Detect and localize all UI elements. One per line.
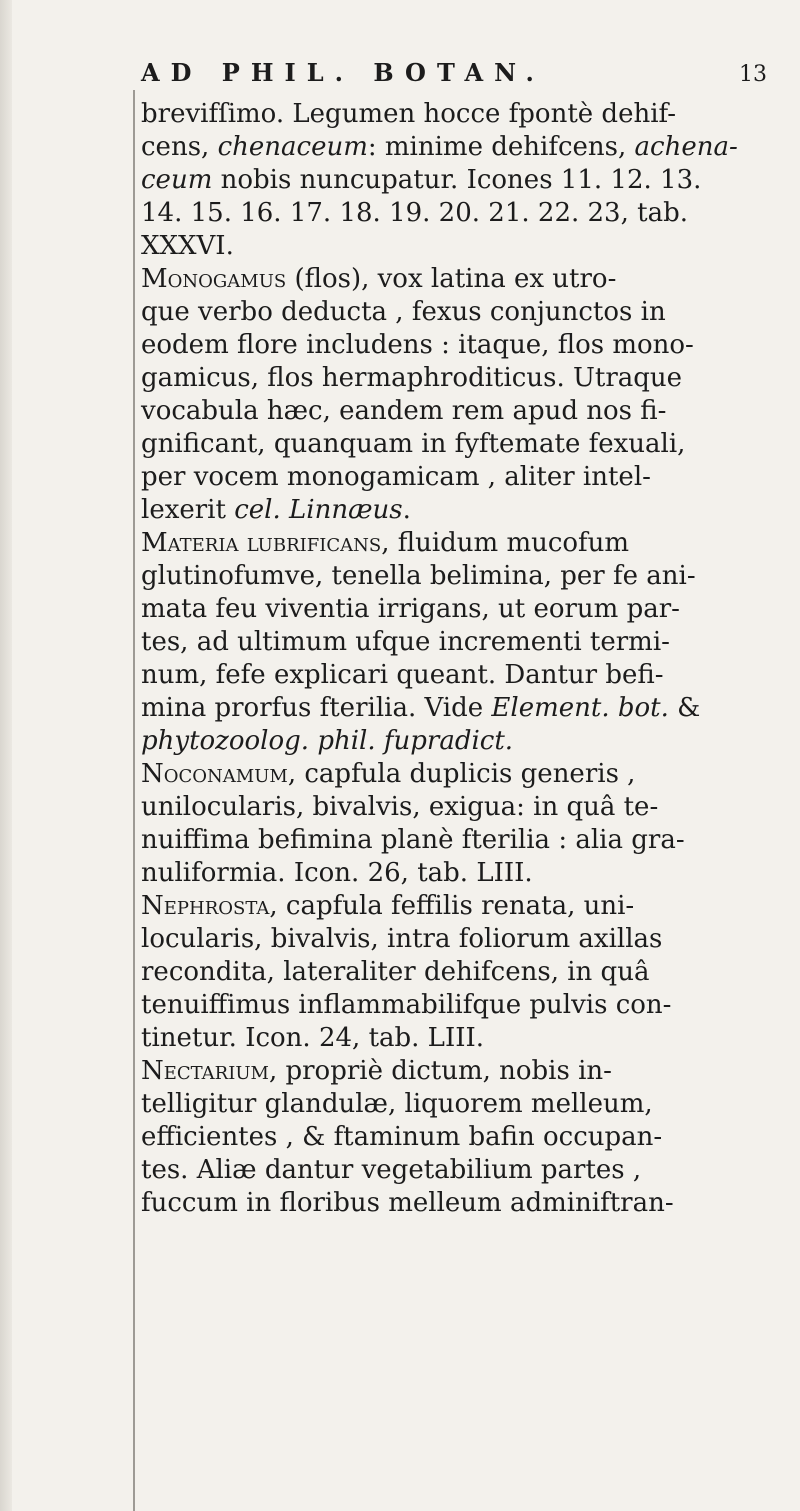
text-line xyxy=(141,197,781,230)
line-text: gnificant, quanquam in fyftemate fexuali, xyxy=(141,429,686,459)
text-line xyxy=(141,923,781,956)
line-text: : minime dehifcens, xyxy=(367,132,635,162)
text-line xyxy=(141,131,781,164)
text-line xyxy=(141,1022,781,1055)
binding-edge xyxy=(133,90,135,1511)
line-text: locularis, bivalvis, intra foliorum axillas xyxy=(141,924,663,954)
book-page xyxy=(141,58,781,1220)
line-text: , capfula feffilis renata, uni- xyxy=(269,891,635,921)
text-line xyxy=(141,428,781,461)
italic-text: chenaceum xyxy=(217,132,368,162)
line-text: tenuiffimus inflammabilifque pulvis con- xyxy=(141,990,672,1020)
line-text: mata feu viventia irrigans, ut eorum par- xyxy=(141,594,680,624)
line-text: & xyxy=(668,693,701,723)
entry-headword: Nectarium xyxy=(141,1056,269,1086)
text-line xyxy=(141,989,781,1022)
text-line xyxy=(141,560,781,593)
page-number: 13 xyxy=(739,62,767,87)
line-text: que verbo deducta , fexus conjunctos in xyxy=(141,297,666,327)
line-text: efficientes , & ftaminum bafin occupan- xyxy=(141,1122,663,1152)
entry-headword: Noconamum xyxy=(141,759,288,789)
entry-headword: Nephrosta xyxy=(141,891,270,921)
text-line xyxy=(141,1154,781,1187)
line-text: , fluidum mucofum xyxy=(381,528,630,558)
line-text: eodem flore includens : itaque, flos mono- xyxy=(141,330,694,360)
entry-headword: Materia lubrificans xyxy=(141,528,382,558)
line-text: brevifſimo. Legumen hocce fpontè dehif- xyxy=(141,99,677,129)
entry-headword: Monogamus xyxy=(141,264,287,294)
text-line xyxy=(141,164,781,197)
line-text: unilocularis, bivalvis, exigua: in quâ te- xyxy=(141,792,659,822)
text-line xyxy=(141,1121,781,1154)
line-text: . xyxy=(402,495,411,525)
text-line xyxy=(141,857,781,890)
text-line xyxy=(141,824,781,857)
line-text: fuccum in floribus melleum adminiftran- xyxy=(141,1188,674,1218)
text-line xyxy=(141,494,781,527)
line-text: 14. 15. 16. 17. 18. 19. 20. 21. 22. 23, tab. xyxy=(141,198,688,228)
line-text: num, fefe explicari queant. Dantur befi- xyxy=(141,660,664,690)
line-text: nuiffima befimina planè fterilia : alia gra- xyxy=(141,825,685,855)
running-header xyxy=(141,58,781,98)
line-text: tinetur. Icon. 24, tab. LIII. xyxy=(141,1023,485,1053)
page-gutter-shadow xyxy=(0,0,12,1511)
line-text: telligitur glandulæ, liquorem melleum, xyxy=(141,1089,653,1119)
line-text: recondita, lateraliter dehifcens, in quâ xyxy=(141,957,650,987)
line-text: vocabula hæc, eandem rem apud nos fi- xyxy=(141,396,667,426)
text-line xyxy=(141,263,781,296)
text-line xyxy=(141,593,781,626)
text-line xyxy=(141,230,781,263)
text-line xyxy=(141,1055,781,1088)
line-text: mina prorfus fterilia. Vide xyxy=(141,693,492,723)
text-line xyxy=(141,362,781,395)
text-line xyxy=(141,329,781,362)
text-line xyxy=(141,296,781,329)
text-line xyxy=(141,890,781,923)
text-line xyxy=(141,527,781,560)
text-line xyxy=(141,626,781,659)
italic-text: phytozoolog. phil. fupradict. xyxy=(141,726,514,756)
italic-text: ceum xyxy=(141,165,213,195)
text-line xyxy=(141,791,781,824)
line-text: (flos), vox latina ex utro- xyxy=(286,264,617,294)
line-text: , propriè dictum, nobis in- xyxy=(268,1056,612,1086)
text-line xyxy=(141,1088,781,1121)
line-text: lexerit xyxy=(141,495,235,525)
text-line xyxy=(141,692,781,725)
text-line xyxy=(141,659,781,692)
italic-text: Element. bot. xyxy=(491,693,669,723)
line-text: nobis nuncupatur. Icones 11. 12. 13. xyxy=(212,165,702,195)
body-text xyxy=(141,98,781,1220)
text-line xyxy=(141,725,781,758)
text-line xyxy=(141,461,781,494)
line-text: gamicus, flos hermaphroditicus. Utraque xyxy=(141,363,683,393)
line-text: glutinofumve, tenella belimina, per fe ani- xyxy=(141,561,696,591)
running-title: AD PHIL. BOTAN. xyxy=(141,58,545,87)
text-line xyxy=(141,956,781,989)
line-text: per vocem monogamicam , aliter intel- xyxy=(141,462,651,492)
text-line xyxy=(141,98,781,131)
text-line xyxy=(141,758,781,791)
italic-text: cel. Linnæus xyxy=(234,495,403,525)
italic-text: achena- xyxy=(634,132,738,162)
line-text: XXXVI. xyxy=(141,231,234,261)
text-line xyxy=(141,1187,781,1220)
line-text: tes, ad ultimum ufque incrementi termi- xyxy=(141,627,670,657)
text-line xyxy=(141,395,781,428)
line-text: tes. Aliæ dantur vegetabilium partes , xyxy=(141,1155,642,1185)
line-text: nuliformia. Icon. 26, tab. LIII. xyxy=(141,858,533,888)
line-text: cens, xyxy=(141,132,218,162)
line-text: , capfula duplicis generis , xyxy=(287,759,636,789)
